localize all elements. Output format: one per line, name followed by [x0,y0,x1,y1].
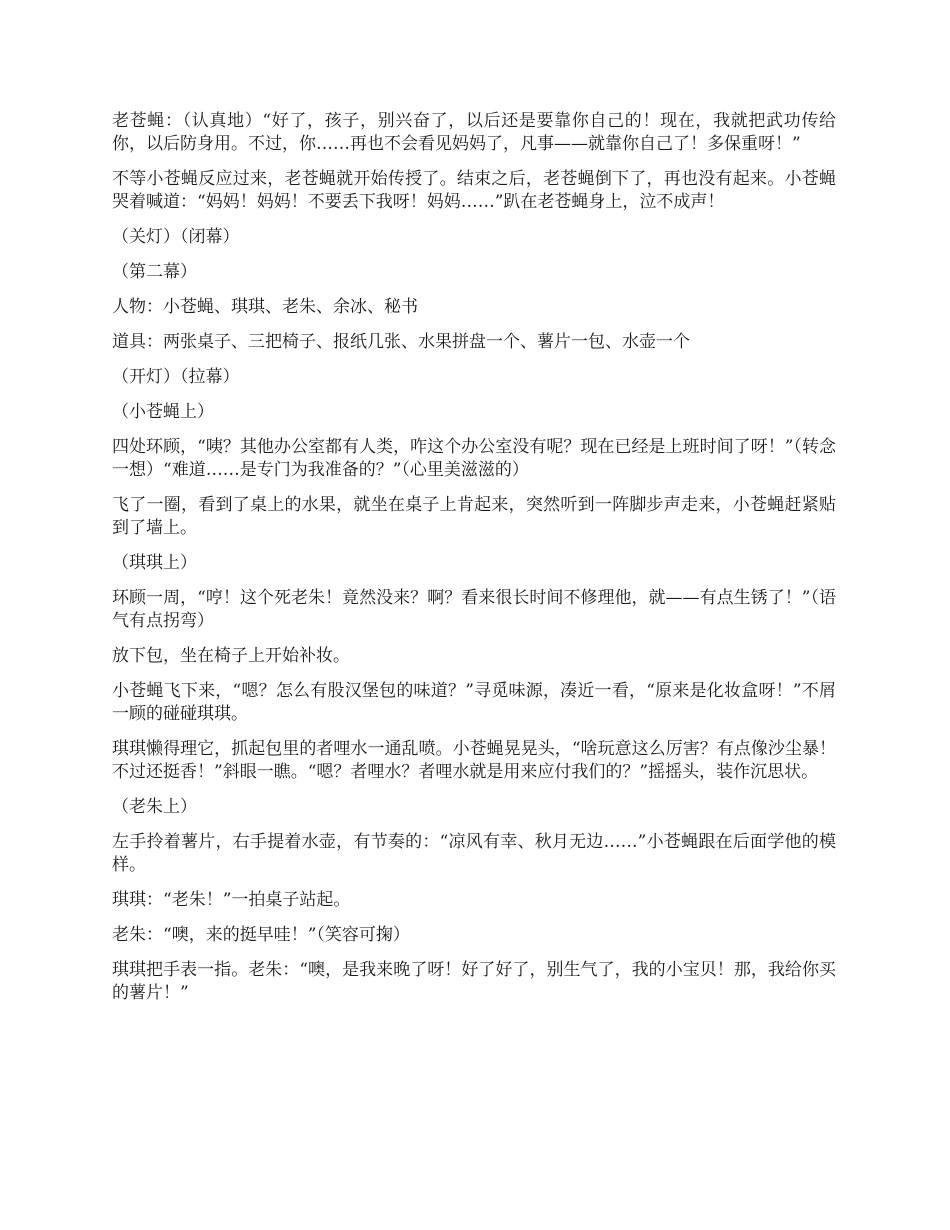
paragraph-10: 飞了一圈，看到了桌上的水果，就坐在桌子上肯起来，突然听到一阵脚步声走来，小苍蝇赶紧贴到了墙上。 [112,495,836,538]
paragraph-11: （琪琪上） [112,553,197,573]
paragraph-17: 左手拎着薯片，右手提着水壶，有节奏的：“凉风有幸、秋月无边……”小苍蝇跟在后面学他的模样。 [112,832,836,875]
paragraph-19: 老朱：“噢，来的挺早哇！”（笑容可掬） [112,925,410,945]
paragraph-20: 琪琪把手表一指。老朱：“噢，是我来晚了呀！好了好了，别生气了，我的小宝贝！那，我给你买的薯片！” [112,960,836,1003]
paragraph-8: （小苍蝇上） [112,402,214,422]
paragraph-15: 琪琪懒得理它，抓起包里的者哩水一通乱喷。小苍蝇晃晃头，“啥玩意这么厉害？有点像沙尘暴！不过还挺香！”斜眼一瞧。“嗯？者哩水？者哩水就是用来应付我们的？”摇摇头，装作沉思状。 [112,739,836,782]
paragraph-12: 环顾一周，“哼！这个死老朱！竟然没来？啊？看来很长时间不修理他，就——有点生锈了！”（语气有点拐弯） [112,588,836,631]
paragraph-18: 琪琪：“老朱！”一拍桌子站起。 [112,890,351,910]
paragraph-5: 人物：小苍蝇、琪琪、老朱、余冰、秘书 [112,297,418,317]
paragraph-14: 小苍蝇飞下来，“嗯？怎么有股汉堡包的味道？”寻觅味源，凑近一看，“原来是化妆盒呀！”不屑一顾的碰碰琪琪。 [112,681,836,724]
paragraph-13: 放下包，坐在椅子上开始补妆。 [112,646,350,666]
paragraph-2: 不等小苍蝇反应过来，老苍蝇就开始传授了。结束之后，老苍蝇倒下了，再也没有起来。小苍蝇哭着喊道：“妈妈！妈妈！不要丢下我呀！妈妈……”趴在老苍蝇身上，泣不成声！ [112,169,836,212]
paragraph-3: （关灯）（闭幕） [112,227,240,247]
paragraph-9: 四处环顾，“咦？其他办公室都有人类，咋这个办公室没有呢？现在已经是上班时间了呀！”（转念一想）“难道……是专门为我准备的？”（心里美滋滋的） [112,437,836,480]
paragraph-6: 道具：两张桌子、三把椅子、报纸几张、水果拼盘一个、薯片一包、水壶一个 [112,332,690,352]
paragraph-7: （开灯）（拉幕） [112,367,240,387]
paragraph-1: 老苍蝇：（认真地）“好了，孩子，别兴奋了，以后还是要靠你自己的！现在，我就把武功传给你，以后防身用。不过，你……再也不会看见妈妈了，凡事——就靠你自己了！多保重呀！” [112,111,836,154]
document-page [112,110,836,1017]
paragraph-16: （老朱上） [112,797,197,817]
paragraph-4: （第二幕） [112,262,197,282]
